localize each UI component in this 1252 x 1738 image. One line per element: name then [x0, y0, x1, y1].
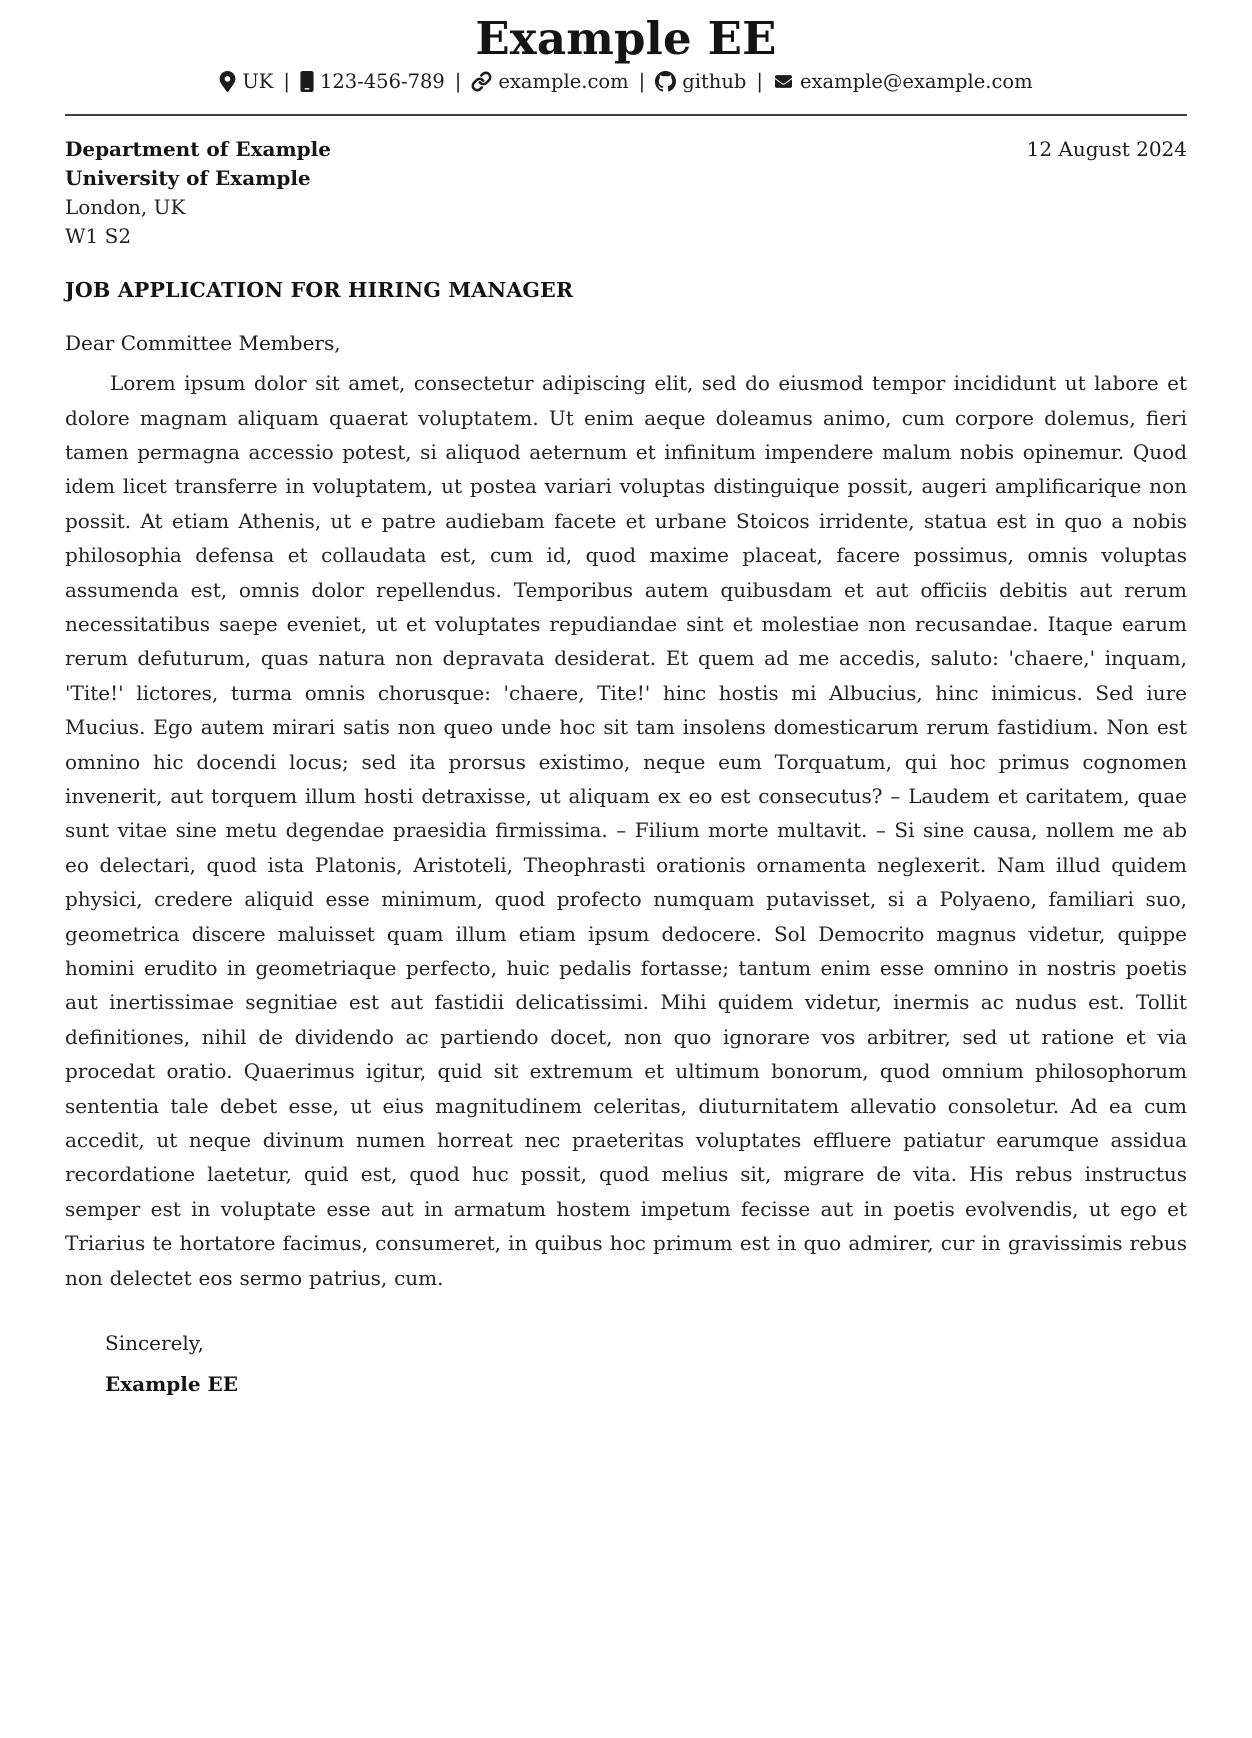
contact-email-label[interactable]: example@example.com — [799, 70, 1033, 94]
contact-github-label[interactable]: github — [682, 70, 747, 94]
contact-website-link[interactable] — [471, 70, 628, 93]
contact-location — [219, 70, 273, 93]
meta-row — [65, 135, 1187, 251]
contact-separator: | — [454, 70, 462, 94]
contact-separator: | — [638, 70, 646, 94]
letter-body: Lorem ipsum dolor sit amet, consectetur adipiscing elit, sed do eiusmod tempor incididunt ut labore et dolore magnam aliquam quaerat voluptatem. Ut enim aeque doleamus animo, cum corpore dolemus, fieri tamen permagna accessio potest, si aliquod aeternum et infinitum impendere malum nobis opinemur. Quod idem licet transferre in voluptatem, ut postea variari voluptas distinguique possit, augeri amplificarique non possit. At etiam Athenis, ut e patre audiebam facete et urbane Stoicos irridente, statua est in quo a nobis philosophia defensa et collaudata est, cum id, quod maxime placeat, facere possimus, omnis voluptas assumenda est, omnis dolor repellendus. Temporibus autem quibusdam et aut officiis debitis aut rerum necessitatibus saepe eveniet, ut et voluptates repudiandae sint et molestiae non recusandae. Itaque earum rerum defuturum, quas natura non depravata desiderat. Et quem ad me accedis, saluto: 'chaere,' inquam, 'Tite!' lictores, turma omnis chorusque: 'chaere, Tite!' hinc hostis mi Albucius, hinc inimicus. Sed iure Mucius. Ego autem mirari satis non queo unde hoc sit tam insolens domesticarum rerum fastidium. Non est omnino hic docendi locus; sed ita prorsus existimo, neque eum Torquatum, qui hoc primus cognomen invenerit, aut torquem illum hosti detraxisse, ut aliquam ex eo est consecutus? – Laudem et caritatem, quae sunt vitae sine metu degendae praesidia firmissima. – Filium morte multavit. – Si sine causa, nollem me ab eo delectari, quod ista Platonis, Aristoteli, Theophrasti orationis ornamenta neglexerit. Nam illud quidem physici, credere aliquid esse minimum, quod profecto numquam putavisset, si a Polyaeno, familiari suo, geometrica discere maluisset quam illum etiam ipsum dedocere. Sol Democrito magnus videtur, quippe homini erudito in geometriaque perfecto, huic pedalis fortasse; tantum enim esse omnino in nostris poetis aut inertissimae segnitiae est aut fastidii delicatissimi. Mihi quidem videtur, inermis ac nudus est. Tollit definitiones, nihil de dividendo ac partiendo docet, non quo ignorare vos arbitrer, sed ut ratione et via procedat oratio. Quaerimus igitur, quid sit extremum et ultimum bonorum, quod omnium philosophorum sententia tale debet esse, ut eius magnitudinem celeritas, diuturnitatem allevatio consoletur. Ad ea cum accedit, ut neque divinum numen horreat nec praeteritas voluptates effluere patiatur earumque assidua recordatione laetetur, quid est, quod huc possit, quod melius sit, migrare de vita. His rebus instructus semper est in voluptate esse aut in armatum hostem impetum fecisse aut in poetis evolvendis, ut ego et Triarius te hortatore facimus, consumeret, in quibus hoc primum est in quo admirer, cur in gravissimis rebus non delectet eos sermo patrius, cum. — [65, 371, 1187, 1290]
link-icon — [471, 71, 492, 92]
subject-line: JOB APPLICATION FOR HIRING MANAGER — [65, 278, 574, 303]
signature-name: Example EE — [105, 1372, 239, 1397]
recipient-university: University of Example — [65, 166, 311, 191]
mobile-phone-icon — [300, 71, 314, 92]
recipient-department: Department of Example — [65, 137, 331, 162]
contact-phone-label: 123-456-789 — [319, 70, 445, 94]
header-divider — [65, 114, 1187, 116]
contact-location-label: UK — [242, 70, 274, 94]
salutation: Dear Committee Members, — [65, 331, 341, 356]
recipient-postcode: W1 S2 — [65, 224, 132, 249]
contact-github-link[interactable] — [655, 70, 746, 93]
recipient-city: London, UK — [65, 195, 186, 220]
contact-separator: | — [756, 70, 763, 94]
contact-separator: | — [283, 70, 290, 94]
page-title: Example EE — [475, 12, 777, 65]
letter-header — [65, 12, 1187, 93]
contact-phone — [300, 70, 445, 93]
contact-line — [65, 70, 1187, 93]
closing: Sincerely, — [105, 1331, 204, 1356]
envelope-icon — [773, 73, 794, 90]
github-icon — [655, 71, 676, 92]
recipient-address — [65, 135, 331, 251]
location-pin-icon — [219, 71, 236, 92]
letter-date: 12 August 2024 — [1026, 137, 1187, 162]
contact-email-link[interactable] — [773, 70, 1033, 93]
contact-website-label[interactable]: example.com — [498, 70, 629, 94]
